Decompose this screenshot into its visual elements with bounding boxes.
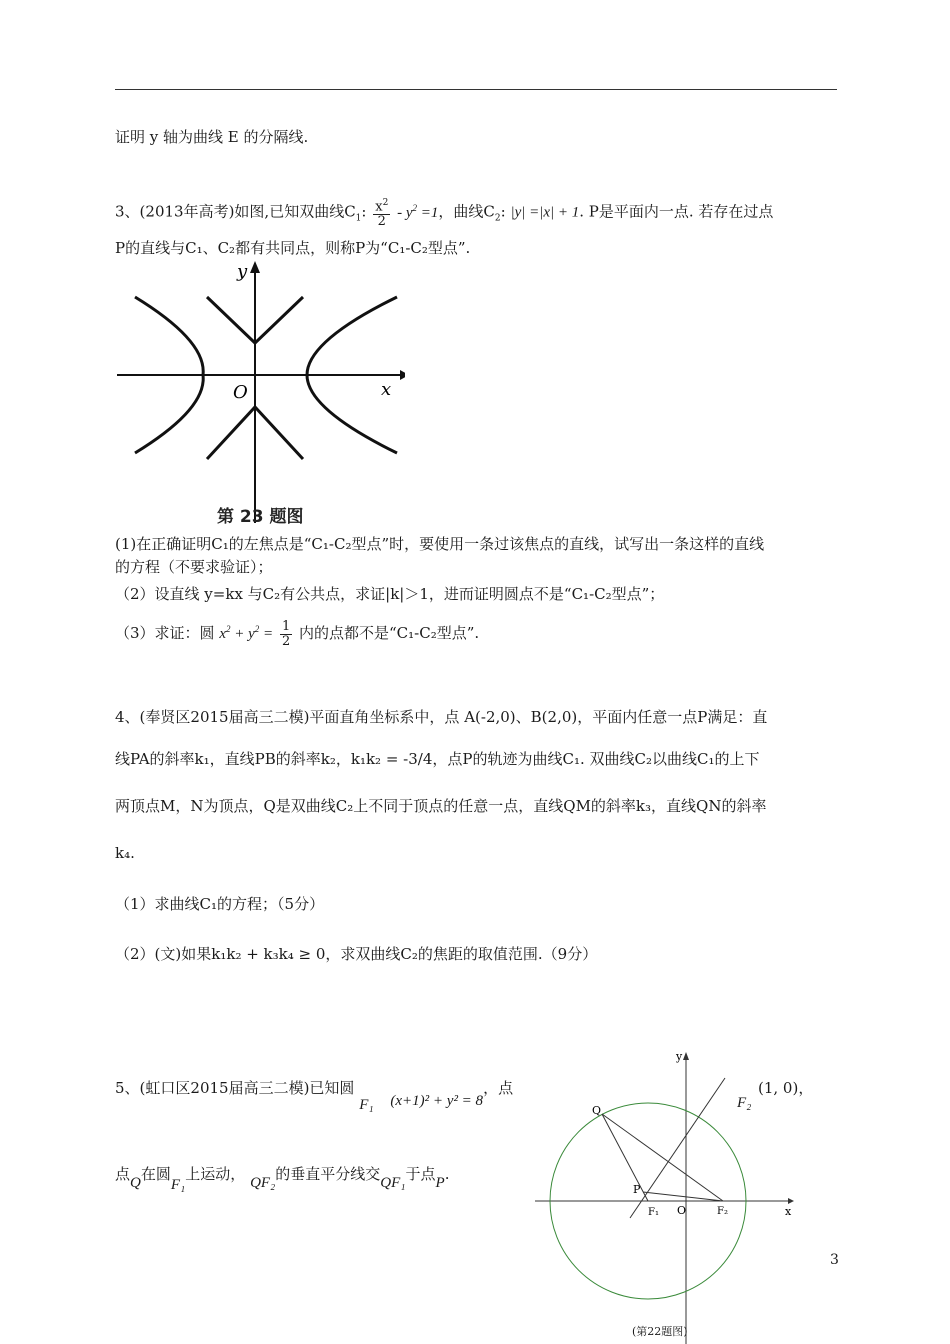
fig2-f2-label: F₂ (717, 1206, 728, 1217)
q3-fraction-half: $\frac{1}{2}$ (281, 618, 291, 649)
q5-text-k2: . (444, 1165, 450, 1183)
intro-text: 证明 y 轴为曲线 E 的分隔线. (115, 128, 309, 146)
q4-line1: 4、(奉贤区2015届高三二模)平面直角坐标系中，点 A(-2,0)、B(2,0)，平面内任意一点P满足：直 (115, 708, 768, 726)
q3-text-b: : (361, 202, 367, 221)
q4-line3: 两顶点M，N为顶点，Q是双曲线C₂上不同于顶点的任意一点，直线QM的斜率k₃，直线QN的斜率 (115, 797, 767, 815)
q3-line1: 3、(2013年高考)如图,已知双曲线$C_1$: $\frac{x^2}{2}$ - $y^2 =1$，曲线$C_2$: |y| =|x| + 1. P是平面内一点. 若存在过点 (115, 198, 774, 230)
q3-fraction-x2-2: $\frac{x^2}{2}$ (375, 198, 389, 230)
q5-text-a: 5、(虹口区2015届高三二模)已知圆 (115, 1079, 355, 1097)
q3-hyperbola-rest: - $y^2 =1$ (397, 202, 439, 221)
q3-curve-eq: |y| =|x| + 1 (510, 204, 580, 221)
q3-sub3-a: （3）求证：圆 (115, 624, 215, 642)
fig1-caption: 第 23 题图 (217, 507, 304, 527)
q5-p: P (435, 1175, 445, 1191)
q5-qf2: QF₂ (250, 1175, 276, 1191)
header-rule (115, 89, 837, 90)
q3-sub3 (115, 618, 479, 649)
q3-sub2: （2）设直线 y=kx 与C₂有公共点，求证|k|＞1，进而证明圆点不是“C₁-C₂型点”； (115, 585, 665, 603)
fig2-p-label: P (633, 1183, 641, 1196)
fig1-y-label: y (237, 261, 248, 282)
page-number: 3 (830, 1252, 839, 1268)
fig1-origin-label: O (233, 382, 248, 403)
q5-text-e2: 上运动， (185, 1165, 246, 1183)
fig2-origin-label: O (677, 1204, 687, 1217)
q5-circle-eq: (x+1)² + y² = 8 (390, 1093, 484, 1109)
q4-line4: k₄. (115, 844, 135, 862)
fig2-x-label: x (785, 1205, 792, 1218)
q3-text-e: . P是平面内一点. 若存在过点 (579, 202, 774, 221)
q5-text-g2: 的垂直平分线交 (275, 1165, 381, 1183)
q5-f2-label: F₂ (737, 1095, 752, 1111)
q4-sub1: （1）求曲线C₁的方程；（5分） (115, 895, 325, 913)
q5-line2 (115, 1163, 450, 1193)
q5-f2-coords: (1, 0)， (758, 1079, 814, 1097)
q3-sub3-b: 内的点都不是“C₁-C₂型点”. (299, 624, 480, 642)
q5-text-a2: 点 (115, 1165, 131, 1183)
q3-sub1-line2: 的方程（不要求验证）； (115, 558, 273, 576)
fig2-y-label: y (676, 1050, 683, 1063)
fig1-x-label: x (381, 379, 392, 400)
q3-circle-eq: $x^2 + y^2$ = (219, 624, 274, 642)
q5-text-i2: 于点 (405, 1165, 436, 1183)
q4-sub2: （2）(文)如果k₁k₂ + k₃k₄ ≥ 0，求双曲线C₂的焦距的取值范围.（9分） (115, 945, 598, 963)
q5-text-c2: 在圆 (140, 1165, 171, 1183)
figure-23 (115, 255, 405, 530)
q5-f1-a: F₁ (359, 1097, 374, 1113)
fig2-f1-label: F₁ (648, 1207, 659, 1218)
q3-line2: P的直线与C₁、C₂都有共同点，则称P为“C₁-C₂型点”. (115, 239, 471, 257)
q3-sub1-line1: (1)在正确证明C₁的左焦点是“C₁-C₂型点”时，要使用一条过该焦点的直线，试写出一条这样的直线 (115, 535, 765, 553)
fig2-caption: (第22题图) (632, 1325, 688, 1338)
q3-text-a: 3、(2013年高考)如图,已知双曲线C (115, 202, 356, 221)
fig2-q-label: Q (592, 1104, 602, 1117)
q3-text-c: ，曲线C (438, 202, 495, 221)
q5-f1-b: F₁ (170, 1177, 186, 1193)
q3-text-d: : (500, 202, 506, 221)
q5-q: Q (130, 1175, 141, 1191)
q4-line2: 线PA的斜率k₁，直线PB的斜率k₂，k₁k₂ = -3/4，点P的轨迹为曲线C₁. 双曲线C₂以曲线C₁的上下 (115, 750, 760, 768)
q5-text-d: ，点 (483, 1079, 514, 1097)
q5-line1 (115, 1077, 514, 1113)
q5-qf1: QF₁ (380, 1175, 406, 1191)
figure-22 (520, 1048, 810, 1344)
